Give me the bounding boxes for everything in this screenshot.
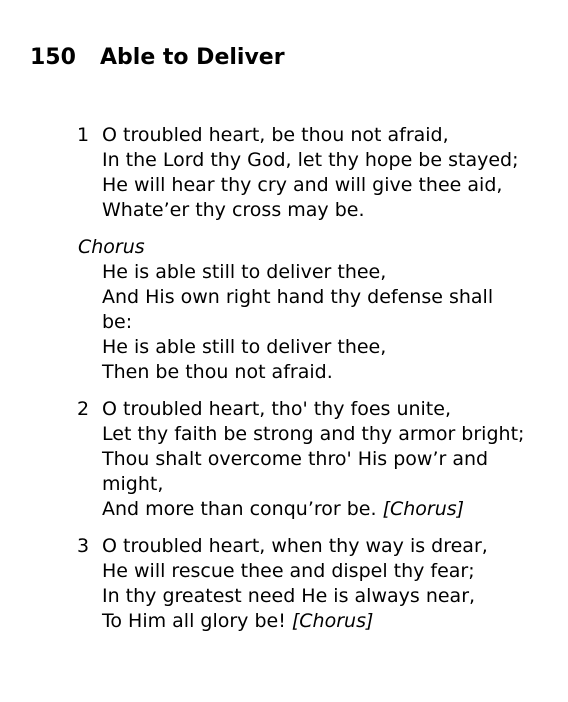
hymn-body <box>0 123 568 646</box>
verse-2 <box>0 397 568 522</box>
verse-line: He will rescue thee and dispel thy fear; <box>102 560 475 582</box>
verse-line: Thou shalt overcome thro' His pow’r and <box>102 448 489 470</box>
verse-line: Let thy faith be strong and thy armor bright; <box>102 423 525 445</box>
verse-line-text: To Him all glory be! <box>102 610 286 632</box>
verse-line: Whate’er thy cross may be. <box>102 199 365 221</box>
verse-line: might, <box>102 473 164 495</box>
verse-line: In thy greatest need He is always near, <box>102 585 476 607</box>
chorus-line: He is able still to deliver thee, <box>102 261 387 283</box>
hymn-number: 150 <box>30 45 76 70</box>
hymn-title: Able to Deliver <box>100 45 285 70</box>
verse-line-text: And more than conqu’ror be. <box>102 498 377 520</box>
hymn-header <box>30 44 285 72</box>
verse-number: 1 <box>77 124 90 146</box>
verse-line: In the Lord thy God, let thy hope be stayed; <box>102 149 519 171</box>
verse-line: He will hear thy cry and will give thee aid, <box>102 174 503 196</box>
verse-1 <box>0 123 568 223</box>
verse-number: 3 <box>77 535 90 557</box>
verse-line-with-ref <box>0 497 568 522</box>
chorus-line: And His own right hand thy defense shall <box>102 286 494 308</box>
chorus-line: He is able still to deliver thee, <box>102 336 387 358</box>
verse-3 <box>0 534 568 634</box>
verse-line-with-ref <box>0 609 568 634</box>
chorus <box>0 235 568 385</box>
chorus-label: Chorus <box>78 236 145 258</box>
verse-line: O troubled heart, when thy way is drear, <box>102 535 488 557</box>
chorus-line: be: <box>102 311 133 333</box>
verse-line: O troubled heart, be thou not afraid, <box>102 124 449 146</box>
chorus-ref: [Chorus] <box>291 610 374 632</box>
verse-number: 2 <box>77 398 90 420</box>
verse-line: O troubled heart, tho' thy foes unite, <box>102 398 451 420</box>
chorus-ref: [Chorus] <box>382 498 465 520</box>
chorus-line: Then be thou not afraid. <box>102 361 333 383</box>
